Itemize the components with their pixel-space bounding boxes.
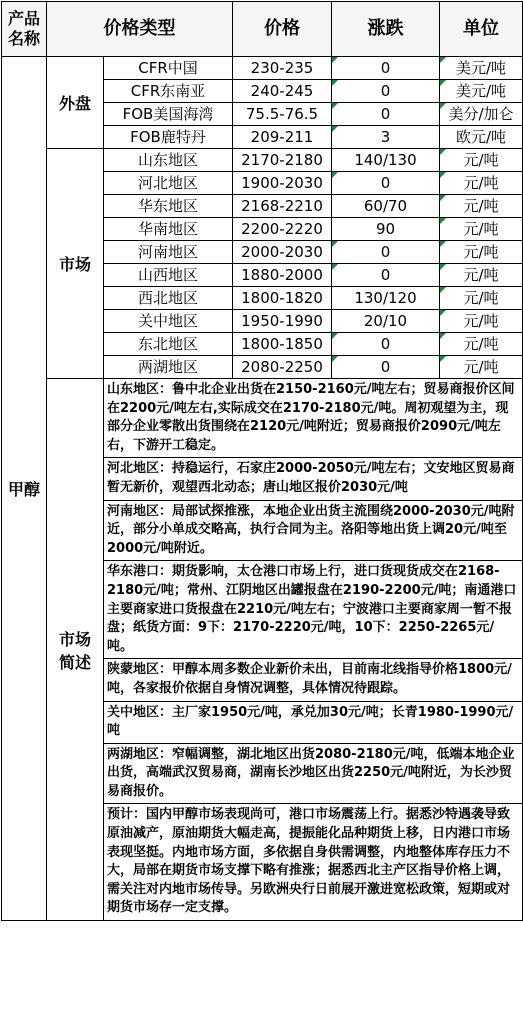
unit-value: 欧元/吨 (455, 128, 507, 146)
summary-label-line2: 简述 (58, 652, 91, 672)
header-price: 价格 (233, 2, 332, 57)
price-cell: 2080-2250 (233, 356, 332, 379)
green-flag-icon (440, 103, 446, 109)
change-value: 90 (375, 220, 396, 238)
summary-note: 陕蒙地区：甲醇本周多数企业新价未出，目前南北线指导价格1800元/吨，各家报价依据自身情况调整，具体情况待跟踪。 (104, 659, 523, 701)
price-cell: 1900-2030 (233, 172, 332, 195)
unit-value: 美分/加仑 (448, 105, 514, 123)
green-flag-icon (440, 195, 446, 201)
change-value: 0 (380, 59, 391, 77)
change-value: 0 (380, 82, 391, 100)
unit-cell (440, 333, 523, 356)
summary-note: 预计：国内甲醇市场表现尚可，港口市场震荡上行。据悉沙特遇袭导致原油减产，原油期货大幅走高，提振能化品种期货上移，日内港口市场表现坚挺。内地市场方面，多依据自身供需调整，内地整体库存压力不大，局部在期货市场支撑下略有推涨；据悉西北主产区指导价格上调，需关注对内地市场传导。另欧洲央行日前展开激进宽松政策，短期或对期货市场存一定支撑。 (104, 804, 523, 921)
header-product-name-line1: 产品 (7, 9, 40, 28)
green-flag-icon (440, 333, 446, 339)
price-cell: 1800-1850 (233, 333, 332, 356)
price-type-cell: 河北地区 (104, 172, 233, 195)
green-flag-icon (440, 57, 446, 63)
summary-label-line1: 市场 (58, 629, 91, 649)
green-flag-icon (332, 103, 338, 109)
price-type-cell: FOB美国海湾 (104, 103, 233, 126)
price-type-cell: 东北地区 (104, 333, 233, 356)
unit-value: 美元/吨 (455, 82, 507, 100)
change-cell (332, 356, 440, 379)
price-cell: 1880-2000 (233, 264, 332, 287)
green-flag-icon (440, 218, 446, 224)
green-flag-icon (332, 356, 338, 362)
change-cell (332, 218, 440, 241)
unit-cell (440, 287, 523, 310)
price-cell: 2200-2220 (233, 218, 332, 241)
summary-note: 两湖地区：窄幅调整，湖北地区出货2080-2180元/吨，低端本地企业出货，高端武汉贸易商，湖南长沙地区出货2250元/吨附近，为长沙贸易商报价。 (104, 743, 523, 804)
unit-value: 元/吨 (463, 289, 499, 307)
price-cell: 75.5-76.5 (233, 103, 332, 126)
methanol-price-table (1, 1, 523, 921)
green-flag-icon (440, 287, 446, 293)
summary-note: 河南地区：局部试探推涨，本地企业出货主流围绕2000-2030元/吨附近，部分小单成交略高，执行合同为主。洛阳等地出货上调20元/吨至2000元/吨附近。 (104, 500, 523, 561)
price-cell: 1800-1820 (233, 287, 332, 310)
change-value: 0 (380, 335, 391, 353)
header-product-name (2, 2, 47, 57)
price-type-cell: 山东地区 (104, 149, 233, 172)
change-value: 0 (380, 174, 391, 192)
change-cell (332, 126, 440, 149)
table-row (2, 57, 523, 80)
price-cell: 240-245 (233, 80, 332, 103)
price-type-cell: 关中地区 (104, 310, 233, 333)
price-cell: 1950-1990 (233, 310, 332, 333)
unit-value: 元/吨 (463, 335, 499, 353)
header-row (2, 2, 523, 57)
price-cell: 2168-2210 (233, 195, 332, 218)
change-cell (332, 80, 440, 103)
price-cell: 2000-2030 (233, 241, 332, 264)
price-type-cell: 河南地区 (104, 241, 233, 264)
group-label-external: 外盘 (47, 57, 104, 149)
change-value: 20/10 (363, 312, 408, 330)
green-flag-icon (440, 149, 446, 155)
change-value: 0 (380, 266, 391, 284)
change-value: 130/120 (354, 289, 417, 307)
unit-cell (440, 310, 523, 333)
change-cell (332, 57, 440, 80)
price-type-cell: 山西地区 (104, 264, 233, 287)
change-cell (332, 241, 440, 264)
unit-cell (440, 264, 523, 287)
unit-value: 元/吨 (463, 312, 499, 330)
change-cell (332, 103, 440, 126)
price-cell: 2170-2180 (233, 149, 332, 172)
header-unit: 单位 (440, 2, 523, 57)
summary-row (2, 379, 523, 458)
change-value: 140/130 (354, 151, 417, 169)
change-cell (332, 195, 440, 218)
unit-value: 元/吨 (463, 220, 499, 238)
green-flag-icon (440, 264, 446, 270)
green-flag-icon (440, 356, 446, 362)
unit-cell (440, 57, 523, 80)
green-flag-icon (332, 241, 338, 247)
unit-value: 美元/吨 (455, 59, 507, 77)
green-flag-icon (332, 57, 338, 63)
summary-note: 河北地区：持稳运行，石家庄2000-2050元/吨左右；文安地区贸易商暂无新价，观望西北动态；唐山地区报价2030元/吨 (104, 458, 523, 500)
change-cell (332, 149, 440, 172)
price-type-cell: 两湖地区 (104, 356, 233, 379)
unit-cell (440, 195, 523, 218)
change-cell (332, 287, 440, 310)
unit-value: 元/吨 (463, 151, 499, 169)
change-cell (332, 310, 440, 333)
product-name-cell: 甲醇 (2, 57, 47, 921)
unit-value: 元/吨 (463, 266, 499, 284)
price-cell: 230-235 (233, 57, 332, 80)
group-label-summary (47, 379, 104, 921)
unit-cell (440, 172, 523, 195)
green-flag-icon (440, 310, 446, 316)
green-flag-icon (332, 264, 338, 270)
change-cell (332, 333, 440, 356)
price-type-cell: FOB鹿特丹 (104, 126, 233, 149)
green-flag-icon (332, 80, 338, 86)
unit-cell (440, 103, 523, 126)
unit-cell (440, 80, 523, 103)
change-value: 60/70 (363, 197, 408, 215)
unit-cell (440, 149, 523, 172)
unit-value: 元/吨 (463, 358, 499, 376)
group-label-market: 市场 (47, 149, 104, 379)
unit-value: 元/吨 (463, 197, 499, 215)
summary-note: 山东地区：鲁中北企业出货在2150-2160元/吨左右；贸易商报价区间在2200元/吨左右,实际成交在2170-2180元/吨。周初观望为主，现部分企业零散出货围绕在2120元/吨附近；贸易商报价2090元/吨左右，下游开工稳定。 (104, 379, 523, 458)
green-flag-icon (440, 80, 446, 86)
green-flag-icon (332, 172, 338, 178)
green-flag-icon (440, 241, 446, 247)
green-flag-icon (332, 333, 338, 339)
green-flag-icon (440, 172, 446, 178)
unit-value: 元/吨 (463, 174, 499, 192)
summary-note: 华东港口：期货影响，太仓港口市场上行，进口货现货成交在2168-2180元/吨；常州、江阴地区出罐报盘在2190-2200元/吨；南通港口主要商家进口货报盘在2210元/吨左右；宁波港口主要商家周一暂不报盘；纸货方面：9下：2170-2220元/吨，10下：2250-2265元/吨。 (104, 561, 523, 659)
price-cell: 209-211 (233, 126, 332, 149)
unit-cell (440, 356, 523, 379)
price-type-cell: CFR中国 (104, 57, 233, 80)
header-change: 涨跌 (332, 2, 440, 57)
price-type-cell: 西北地区 (104, 287, 233, 310)
price-type-cell: 华东地区 (104, 195, 233, 218)
header-price-type: 价格类型 (47, 2, 233, 57)
change-value: 0 (380, 243, 391, 261)
change-value: 0 (380, 358, 391, 376)
price-type-cell: 华南地区 (104, 218, 233, 241)
unit-cell (440, 241, 523, 264)
change-value: 0 (380, 105, 391, 123)
green-flag-icon (332, 126, 338, 132)
unit-value: 元/吨 (463, 243, 499, 261)
table-row (2, 149, 523, 172)
change-cell (332, 172, 440, 195)
unit-cell (440, 126, 523, 149)
change-cell (332, 264, 440, 287)
change-value: 3 (380, 128, 391, 146)
unit-cell (440, 218, 523, 241)
price-type-cell: CFR东南亚 (104, 80, 233, 103)
summary-note: 关中地区：主厂家1950元/吨，承兑加30元/吨；长青1980-1990元/吨 (104, 701, 523, 743)
header-product-name-line2: 名称 (7, 29, 40, 48)
